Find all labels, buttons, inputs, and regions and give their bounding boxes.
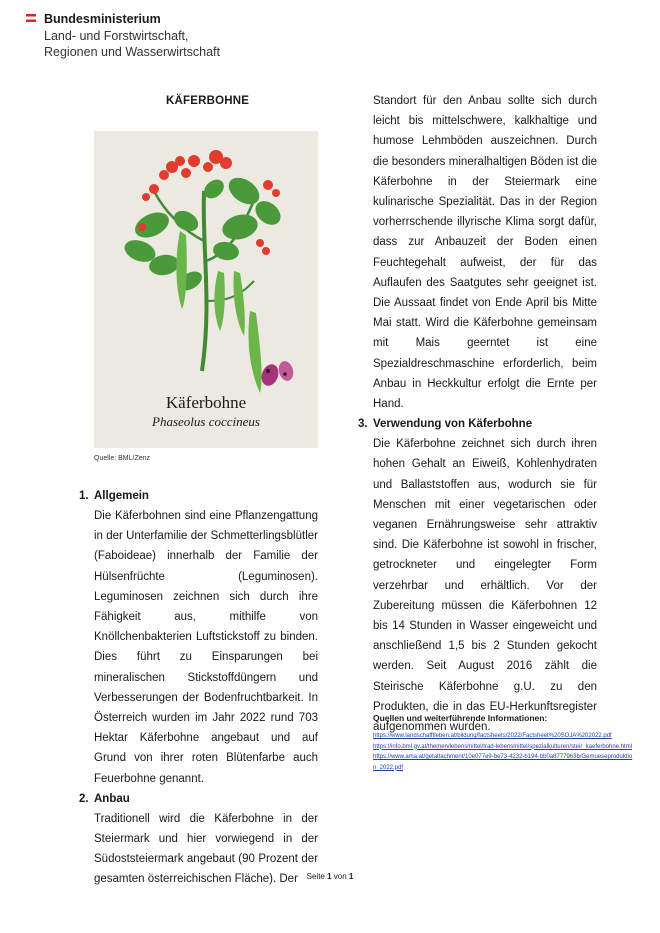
sources-list	[373, 731, 633, 773]
source-link[interactable]: https://www.landschafftleben.at/bildung/factsheets/2022/Factsheet%20SOJA%202022.pdf	[373, 733, 612, 739]
section-text-anbau-part2: Standort für den Anbau sollte sich durch leicht bis mittelschwere, kalkhaltige und humose Lehmböden auszeichnen. Durch die besonders mineralhaltigen Böden ist die Käferbohne in der Steiermark eine kulinarische Spezialität. Das in der Region vorherrschende illyrische Klima sorgt dafür, dass zur Anbauzeit der Boden einen Feuchtegehalt aufweist, der für das Auflaufen des Saatgutes sehr geeignet ist. Die Aussaat findet von Ende April bis Mitte Mai statt. Wird die Käferbohne gemeinsam mit Mais geerntet ist eine Spezialdreschmaschine erforderlich, beim Anbau in Heckkultur erfolgt die Ernte per Hand.	[373, 95, 597, 411]
illustration-latin: Phaseolus coccineus	[152, 414, 260, 429]
section-text-anbau-part1: Traditionell wird die Käferbohne in der Steiermark und hier vorwiegend in der Südoststeiermark angebaut (90 Prozent der gesamten österreichischen Fläche). Der	[94, 812, 318, 886]
source-link[interactable]: https://www.ama.at/getattachment/10e077e9-be73-4232-b194-bb0a8777963b/Gemueseproduktion_2022.pdf	[373, 754, 633, 771]
ministry-subtitle: Land- und Forstwirtschaft, Regionen und Wasserwirtschaft	[44, 29, 221, 59]
source-link[interactable]: https://info.bml.gv.at/themen/lebensmittel/trad-lebensmittel/spezialkulturen/steir_kaeferbohne.html	[373, 743, 633, 750]
illustration-name: Käferbohne	[165, 393, 247, 412]
section-heading-allgemein: 1. Allgemein	[79, 490, 149, 502]
left-column	[79, 486, 318, 890]
page-footer: Seite 1 von 1	[306, 872, 354, 881]
page-total: 1	[348, 872, 354, 881]
austria-flag-icon	[26, 14, 36, 22]
section-text-verwendung: Die Käferbohne zeichnet sich durch ihren hohen Gehalt an Eiweiß, Kohlenhydraten und Ballaststoffen aus, wodurch sie für Menschen mit einer vegetarischen oder veganen Ernährungsweise sehr attraktiv sind. Die Käferbohne ist sowohl in frischer, getrockneter und eingelegter Form verzehrbar und erhältlich. Vor der Zubereitung müssen die Käferbohnen 12 bis 14 Stunden in Wasser eingeweicht und anschließend 1,5 bis 2 Stunden gekocht werden. Seit August 2016 zählt die Steirische Käferbohne g.U. zu den Produkten, die in das EU-Herkunftsregister aufgenommen wurden.	[373, 438, 597, 734]
image-caption: Quelle: BML/Zenz	[94, 455, 151, 462]
section-heading-verwendung: 3. Verwendung von Käferbohne	[358, 418, 533, 431]
sources-heading: Quellen und weiterführende Informationen:	[373, 713, 548, 723]
right-column	[358, 91, 597, 737]
plant-illustration	[94, 131, 318, 448]
section-heading-anbau: 2. Anbau	[79, 792, 130, 805]
page-number: 1	[327, 872, 332, 881]
document-title: KÄFERBOHNE	[166, 95, 250, 107]
section-text-allgemein: Die Käferbohnen sind eine Pflanzengattung in der Unterfamilie der Schmetterlingsblütler (Faboideae) innerhalb der Familie der Hülsenfrüchte (Leguminosen). Leguminosen zeichnen sich durch ihre Fähigkeit aus, mithilfe von Knöllchenbakterien Luftstickstoff zu binden. Dies führt zu Einsparungen bei mineralischen Stickstoffdüngern und Verbesserungen der Bodenfruchtbarkeit. In Österreich wurden im Jahr 2022 rund 703 Hektar Käferbohne angebaut und auf Grund von ihrer roten Blütenfarbe auch Feuerbohne genannt.	[94, 510, 318, 785]
ministry-name: Bundesministerium	[44, 12, 161, 26]
